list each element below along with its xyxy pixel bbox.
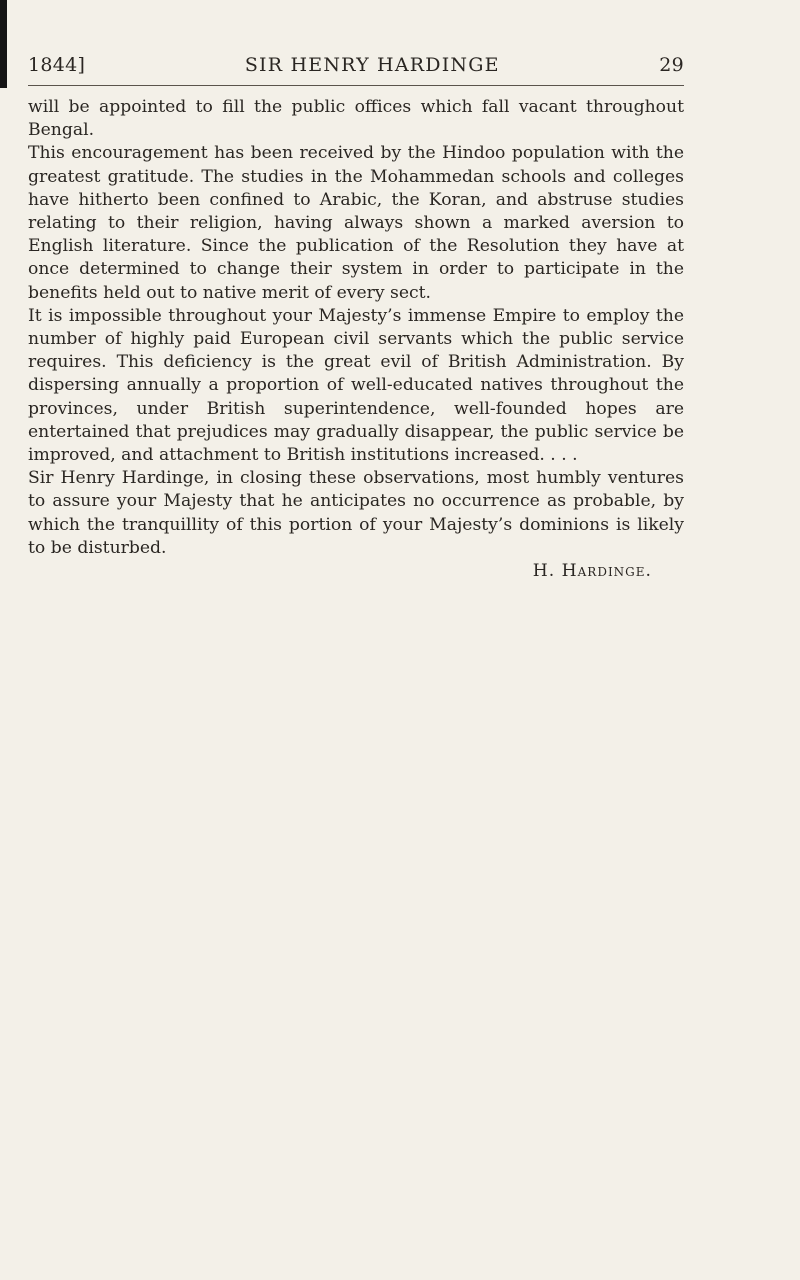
paragraph-2: This encouragement has been received by the Hindoo population with the greatest gratitude. The studies in the Mohammedan schools and colleges have hitherto been confined to Arabic, the Koran, and abstruse studies relating to their religion, having always shown a marked aversion to English literature. Since the publication of the Resolution they have at once determined to change their system in order to participate in the benefits held out to native merit of every sect. (28, 143, 684, 303)
signature: H. Hardinge. (532, 561, 652, 582)
paragraph-4: Sir Henry Hardinge, in closing these observations, most humbly ventures to assure your Majesty that he anticipates no occurrence as probable, by which the tranquillity of this portion of your Majesty’s dominions is likely to be disturbed. (28, 468, 684, 558)
page-binding-edge (0, 0, 7, 88)
running-head-year: 1844] (28, 54, 86, 76)
paragraph-1: will be appointed to fill the public offices which fall vacant throughout Bengal. (28, 97, 684, 141)
book-page (28, 52, 684, 600)
paragraph-3: It is impossible throughout your Majesty’s immense Empire to employ the number of highly paid European civil servants which the public service requires. This deficiency is the great evil of British Administration. By dispersing annually a proportion of well-educated natives throughout the provinces, under British superintendence, well-founded hopes are entertained that prejudices may gradually disappear, the public service be improved, and attachment to British institutions increased. . . . (28, 305, 684, 466)
page-number: 29 (659, 54, 684, 76)
page-body (28, 96, 684, 583)
running-head-title: SIR HENRY HARDINGE (244, 54, 500, 76)
running-head (28, 52, 684, 86)
